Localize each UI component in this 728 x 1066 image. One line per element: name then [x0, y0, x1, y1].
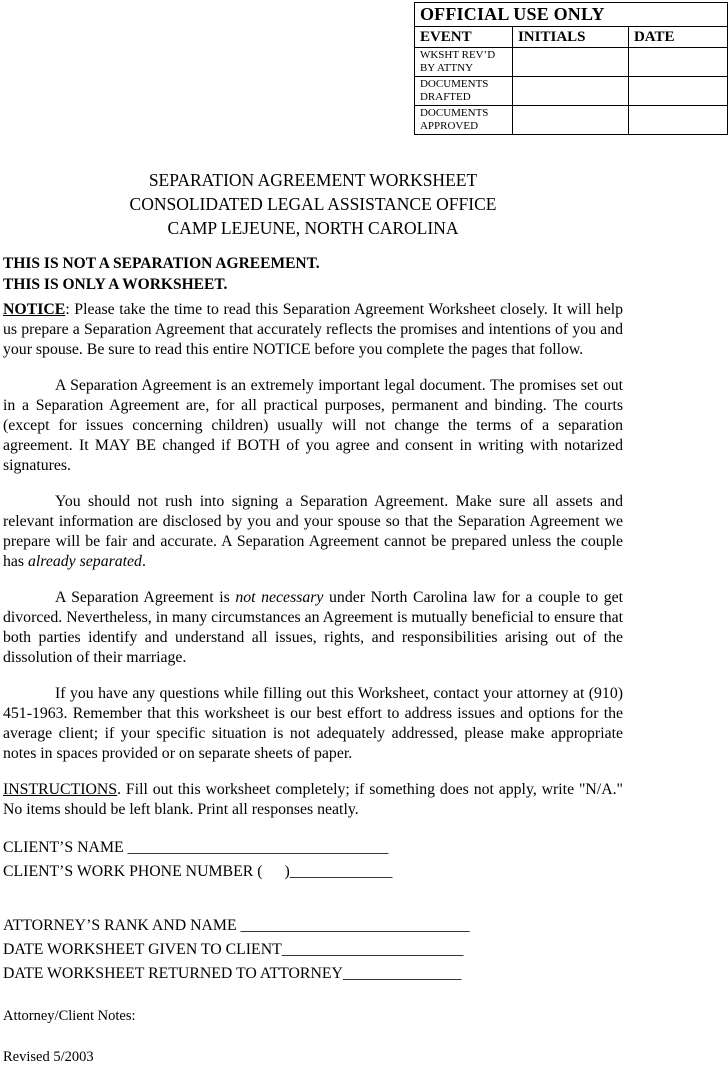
instructions-paragraph: [3, 780, 623, 820]
instructions-text: . Fill out this worksheet completely; if something does not apply, write "N/A." No items should be left blank. Print all responses neatly.: [3, 781, 623, 818]
initials-cell[interactable]: [512, 106, 628, 135]
event-cell: [414, 48, 512, 77]
column-header-event: EVENT: [414, 27, 512, 48]
date-cell[interactable]: [628, 77, 727, 106]
paragraph-1-text: A Separation Agreement is an extremely important legal document. The promises set out in a Separation Agreement are, for all practical purposes, permanent and binding. The courts (except for issues concerning children) usually will not change the terms of a separation agreement. It MAY BE changed if BOTH of you agree and consent in writing with notarized signatures.: [3, 377, 623, 474]
date-cell[interactable]: [628, 48, 727, 77]
work-phone-label-close: ): [284, 863, 290, 880]
paragraph-1: [3, 376, 623, 476]
table-row: [414, 77, 727, 106]
date-returned-line: [3, 962, 623, 986]
paragraph-4: [3, 684, 623, 764]
notice-label: NOTICE: [3, 301, 66, 318]
client-name-blank[interactable]: _________________________________: [127, 839, 389, 856]
date-given-blank[interactable]: _______________________: [281, 941, 464, 958]
revision-note: Revised 5/2003: [3, 1049, 94, 1065]
warning-line2: THIS IS ONLY A WORKSHEET.: [3, 276, 228, 293]
column-header-initials: INITIALS: [512, 27, 628, 48]
work-phone-line: [3, 860, 623, 884]
date-returned-blank[interactable]: _______________: [342, 965, 462, 982]
date-given-label: DATE WORKSHEET GIVEN TO CLIENT: [3, 941, 282, 958]
table-row: [414, 106, 727, 135]
paragraph-3-italic: not necessary: [235, 589, 324, 606]
spacer: [3, 884, 623, 906]
event-cell: [414, 106, 512, 135]
attorney-name-line: [3, 914, 623, 938]
table-row: [414, 48, 727, 77]
event-line: DOCUMENTS: [419, 78, 489, 90]
event-line: DOCUMENTS: [419, 107, 489, 119]
date-given-line: [3, 938, 623, 962]
column-header-date: DATE: [628, 27, 727, 48]
paragraph-4-text: If you have any questions while filling out this Worksheet, contact your attorney at (910) 451-1963. Remember that this worksheet is our best effort to address issues and options for the average client; if your specific situation is not adequately addressed, please make appropriate notes in spaces provided or on separate sheets of paper.: [3, 685, 623, 762]
document-title: [3, 168, 623, 240]
event-line: APPROVED: [419, 120, 479, 132]
date-returned-label: DATE WORKSHEET RETURNED TO ATTORNEY: [3, 965, 343, 982]
warning-block: [3, 253, 623, 295]
paragraph-2-italic: already separated: [28, 553, 142, 570]
initials-cell[interactable]: [512, 77, 628, 106]
document-title-line1: SEPARATION AGREEMENT WORKSHEET: [148, 170, 478, 190]
paragraph-3-end: under North Carolina law for a couple to get divorced. Nevertheless, in many circumstances an Agreement is mutually beneficial to ensure that both parties identify and understand all issues, rights, and responsibilities arising out of the dissolution of their marriage.: [3, 589, 623, 666]
date-cell[interactable]: [628, 106, 727, 135]
official-use-table: [414, 2, 728, 135]
paragraph-3: [3, 588, 623, 668]
paragraph-2: [3, 492, 623, 572]
instructions-label: INSTRUCTIONS: [3, 781, 118, 798]
client-info-block: [3, 836, 623, 884]
work-phone-label: CLIENT’S WORK PHONE NUMBER (: [3, 863, 263, 880]
initials-cell[interactable]: [512, 48, 628, 77]
attorney-name-blank[interactable]: _____________________________: [240, 917, 470, 934]
notes-label: Attorney/Client Notes:: [3, 1008, 136, 1024]
paragraph-2-text: You should not rush into signing a Separation Agreement. Make sure all assets and relevant information are disclosed by you and your spouse so that the Separation Agreement we prepare will be fair and accurate. A Separation Agreement cannot be prepared unless the couple has: [3, 493, 623, 570]
client-name-label: CLIENT’S NAME: [3, 839, 124, 856]
event-cell: [414, 77, 512, 106]
document-body: [3, 168, 623, 1066]
warning-line1: THIS IS NOT A SEPARATION AGREEMENT.: [3, 255, 320, 272]
notice-text: : Please take the time to read this Separation Agreement Worksheet closely. It will help us prepare a Separation Agreement that accurately reflects the promises and intentions of you and your spouse. Be sure to read this entire NOTICE before you complete the pages that follow.: [3, 301, 623, 358]
attorney-info-block: [3, 914, 623, 986]
client-name-line: [3, 836, 623, 860]
official-use-title: OFFICIAL USE ONLY: [414, 3, 727, 27]
attorney-name-label: ATTORNEY’S RANK AND NAME: [3, 917, 237, 934]
notice-paragraph: [3, 300, 623, 360]
paragraph-2-end: .: [141, 553, 146, 570]
event-line: BY ATTNY: [419, 62, 474, 74]
document-title-line2: CONSOLIDATED LEGAL ASSISTANCE OFFICE: [129, 194, 497, 214]
paragraph-3-text: A Separation Agreement is: [55, 589, 236, 606]
event-line: DRAFTED: [419, 91, 471, 103]
work-phone-blank[interactable]: _____________: [289, 863, 393, 880]
document-title-line3: CAMP LEJEUNE, NORTH CAROLINA: [167, 218, 459, 238]
event-line: WKSHT REV’D: [419, 49, 496, 61]
